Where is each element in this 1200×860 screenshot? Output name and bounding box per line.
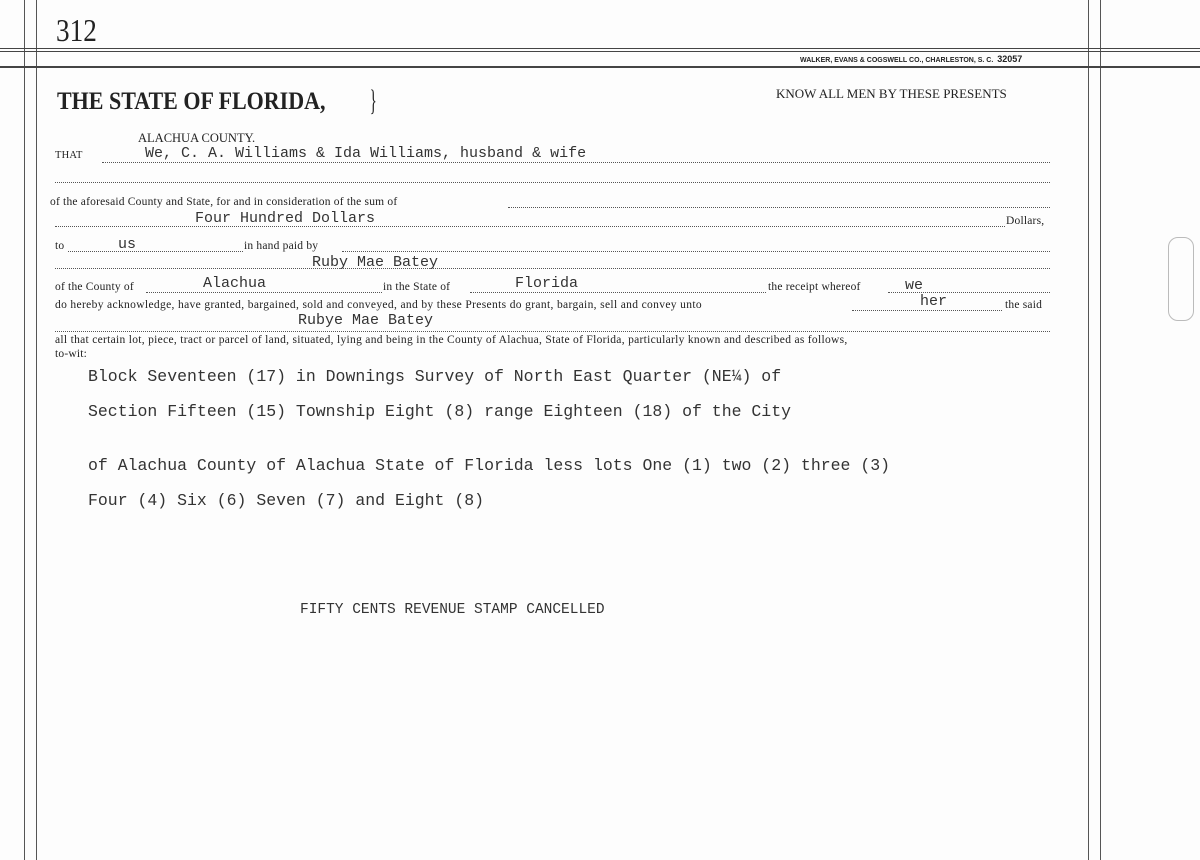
description-line: Block Seventeen (17) in Downings Survey of North East Quarter (NE¼) of	[88, 367, 782, 386]
fill-line	[55, 331, 1050, 332]
the-said-label: the said	[1005, 299, 1043, 311]
description-line: Four (4) Six (6) Seven (7) and Eight (8)	[88, 491, 485, 510]
dollars-label: Dollars,	[1006, 215, 1045, 227]
margin-line	[1088, 0, 1089, 860]
fill-line	[146, 292, 382, 293]
county: Alachua	[203, 275, 267, 292]
state: Florida	[515, 275, 579, 292]
margin-line	[36, 0, 37, 860]
rule-line	[0, 48, 1200, 49]
all-that-text: all that certain lot, piece, tract or parcel of land, situated, lying and being in the County of Alachua, State of Florida, particularly known and described as follows,	[55, 334, 848, 346]
rule-line	[0, 51, 1200, 52]
fill-line	[470, 292, 766, 293]
aforesaid-text: of the aforesaid County and State, for and in consideration of the sum of	[50, 196, 398, 208]
receipt-label: the receipt whereof	[768, 281, 861, 293]
rule-line	[0, 66, 1200, 68]
to-label: to	[55, 240, 65, 252]
brace: }	[369, 84, 377, 117]
state-of-label: in the State of	[383, 281, 451, 293]
fill-line	[508, 207, 1050, 208]
convey-unto: her	[920, 293, 948, 310]
margin-line	[24, 0, 25, 860]
fill-line	[102, 162, 1050, 163]
page-number: 312	[56, 12, 97, 48]
fill-line	[55, 268, 1050, 269]
paid-by: Ruby Mae Batey	[312, 254, 439, 271]
fill-line	[55, 226, 1005, 227]
to-wit-label: to-wit:	[55, 348, 88, 360]
fill-line	[342, 251, 1050, 252]
binding-hole-mark	[1168, 237, 1194, 321]
description-line: of Alachua County of Alachua State of Florida less lots One (1) two (2) three (3)	[88, 456, 891, 475]
fill-line	[55, 182, 1050, 183]
description-line: Section Fifteen (15) Township Eight (8) range Eighteen (18) of the City	[88, 402, 792, 421]
stamp-note: FIFTY CENTS REVENUE STAMP CANCELLED	[300, 602, 605, 618]
grantors: We, C. A. Williams & Ida Williams, husband & wife	[145, 145, 587, 162]
sum: Four Hundred Dollars	[195, 210, 376, 227]
heading: THE STATE OF FLORIDA,	[57, 88, 326, 115]
county-of-label: of the County of	[55, 281, 134, 293]
fill-line	[852, 310, 1002, 311]
county-label: ALACHUA COUNTY.	[138, 131, 256, 145]
grantee: Rubye Mae Batey	[298, 312, 434, 329]
margin-line	[1100, 0, 1101, 860]
that-label: THAT	[55, 150, 83, 161]
printer-imprint: WALKER, EVANS & COGSWELL CO., CHARLESTON, S. C. 32057	[800, 54, 1023, 64]
fill-line	[68, 251, 243, 252]
paid-by-label: in hand paid by	[244, 240, 319, 252]
know-all-men: KNOW ALL MEN BY THESE PRESENTS	[776, 86, 1007, 101]
receipt-by: we	[905, 277, 924, 294]
acknowledge-text: do hereby acknowledge, have granted, bargained, sold and conveyed, and by these Presents do grant, bargain, sell and convey unto	[55, 299, 702, 311]
to-party: us	[118, 236, 137, 253]
